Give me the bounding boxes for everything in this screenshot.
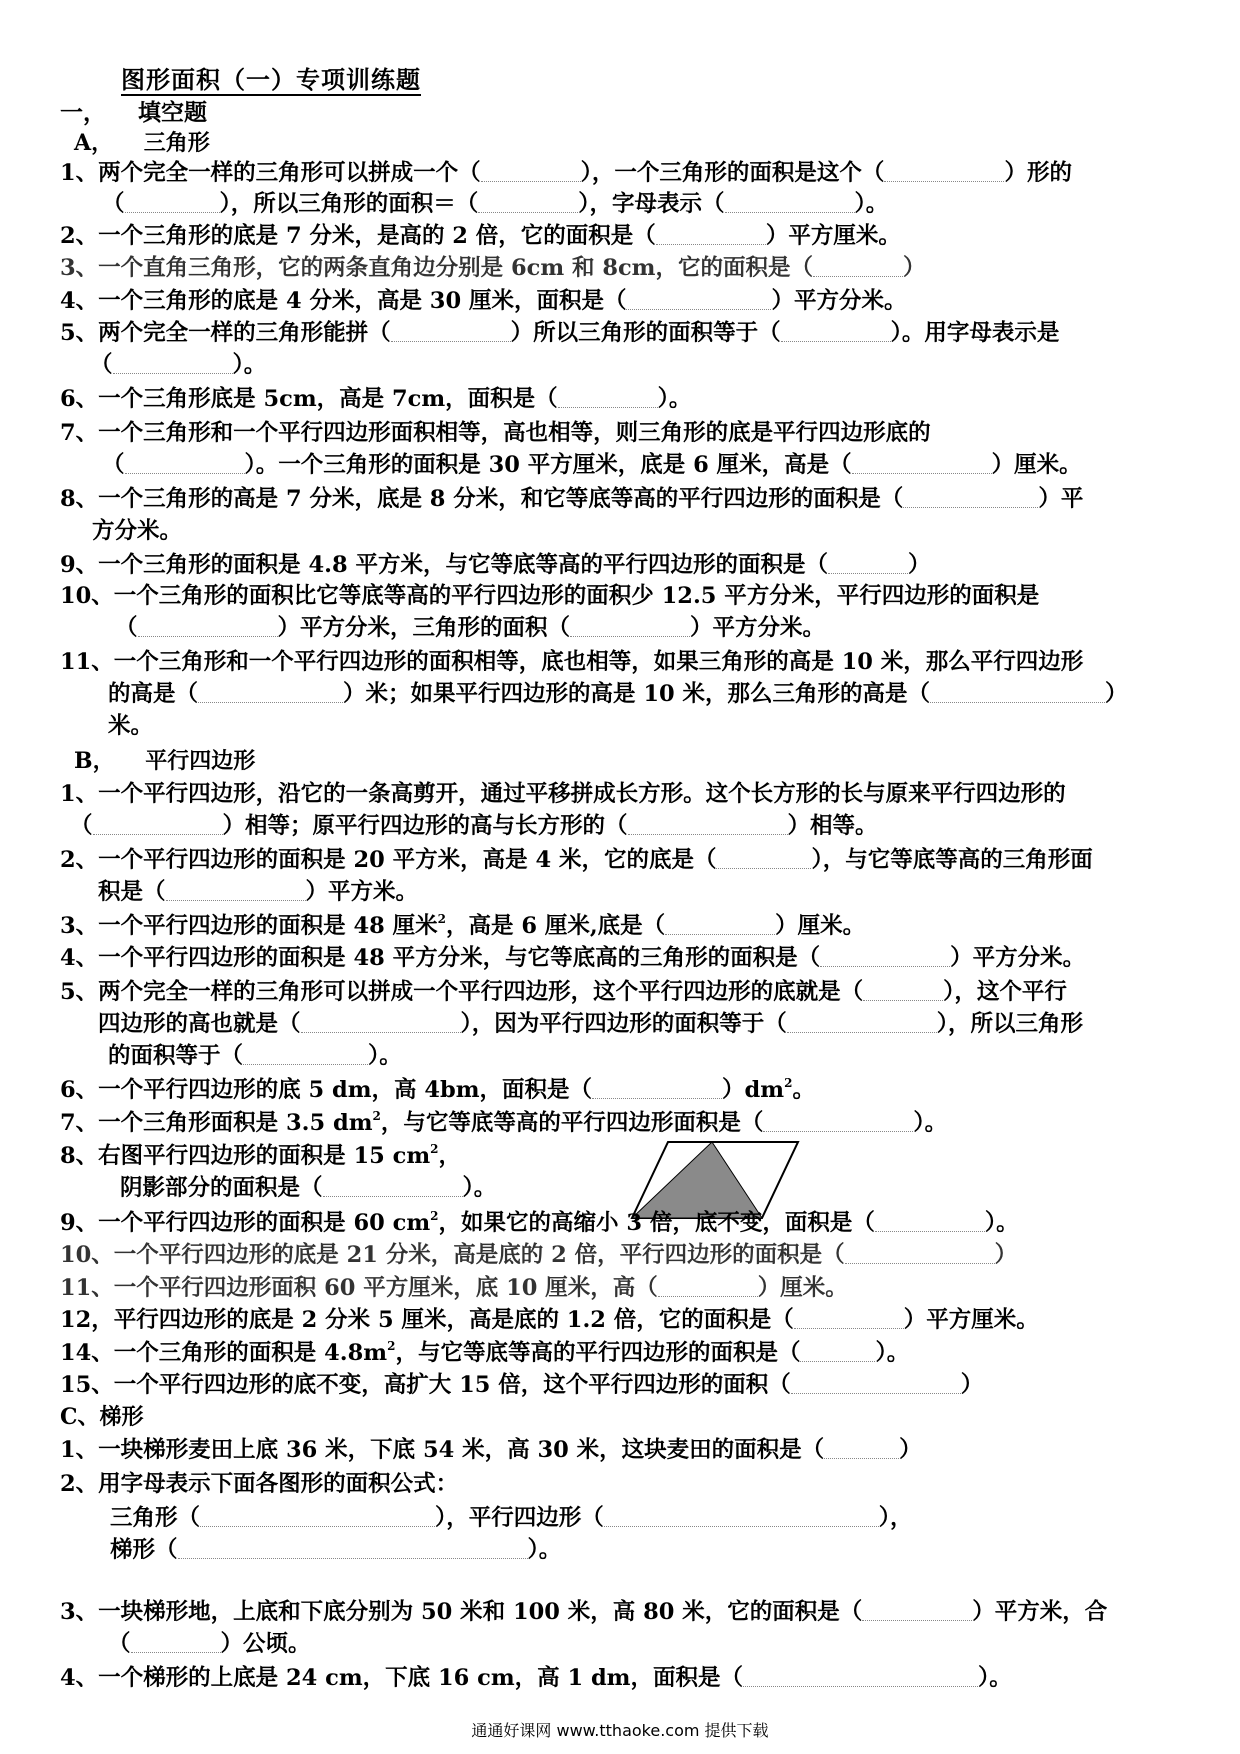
question-b10: 10、一个平行四边形的底是 21 分米，高是底的 2 倍，平行四边形的面积是（ ） — [60, 1242, 1018, 1268]
question-c4: 4、一个梯形的上底是 24 cm，下底 16 cm，高 1 dm，面积是（ ）。 — [60, 1665, 1012, 1691]
question-a11-cont: 的高是（ ）米；如果平行四边形的高是 10 米，那么三角形的高是（ ） — [108, 681, 1128, 707]
question-a11: 11、一个三角形和一个平行四边形的面积相等，底也相等，如果三角形的高是 10 米，那么平行四边形 — [60, 649, 1084, 675]
question-b12: 12，平行四边形的底是 2 分米 5 厘米，高是底的 1.2 倍，它的面积是（ ）平方厘米。 — [60, 1307, 1039, 1333]
question-a3: 3、一个直角三角形，它的两条直角边分别是 6cm 和 8cm，它的面积是（ ） — [60, 255, 926, 281]
question-a7: 7、一个三角形和一个平行四边形面积相等，高也相等，则三角形的底是平行四边形底的 — [60, 420, 931, 446]
question-c3: 3、一块梯形地，上底和下底分别为 50 米和 100 米，高 80 米，它的面积是（ ）平方米，合 — [60, 1599, 1108, 1625]
question-a1-cont: （ ），所以三角形的面积＝（ ），字母表示（ ）。 — [102, 191, 889, 217]
question-b11: 11、一个平行四边形面积 60 平方厘米，底 10 厘米，高（ ）厘米。 — [60, 1275, 848, 1301]
question-b5-cont: 四边形的高也就是（ ），因为平行四边形的面积等于（ ），所以三角形 — [98, 1011, 1084, 1037]
question-a11-cont2: 米。 — [108, 713, 154, 739]
page-title: 图形面积（一）专项训练题 — [121, 65, 421, 94]
question-a7-cont: （ ）。一个三角形的面积是 30 平方厘米，底是 6 厘米，高是（ ）厘米。 — [102, 452, 1082, 478]
question-b6: 6、一个平行四边形的底 5 dm，高 4bm，面积是（ ）$dm^2$。 — [60, 1076, 815, 1103]
footer-credit: 通通好课网 www.tthaoke.com 提供下载 — [471, 1721, 769, 1740]
question-c2-row1: 三角形（ ），平行四边形（ ）， — [110, 1505, 913, 1531]
question-a2: 2、一个三角形的底是 7 分米，是高的 2 倍，它的面积是（ ）平方厘米。 — [60, 223, 901, 249]
question-a4: 4、一个三角形的底是 4 分米，高是 30 厘米，面积是（ ）平方分米。 — [60, 288, 907, 314]
question-b5-cont2: 的面积等于（ ）。 — [108, 1043, 402, 1069]
question-b1: 1、一个平行四边形，沿它的一条高剪开，通过平移拼成长方形。这个长方形的长与原来平行四边形的 — [60, 781, 1066, 807]
question-b2-cont: 积是（ ）平方米。 — [98, 879, 419, 905]
question-b15: 15、一个平行四边形的底不变，高扩大 15 倍，这个平行四边形的面积（ ） — [60, 1372, 984, 1398]
question-b9: 9、一个平行四边形的面积是 60 $cm^2$，如果它的高缩小 3 倍，底不变，面积是（ ）。 — [60, 1209, 1019, 1236]
question-b3: 3、一个平行四边形的面积是 48 厘米$^2$，高是 6 厘米,底是（ ）厘米。 — [60, 912, 866, 939]
question-b1-cont: （ ）相等；原平行四边形的高与长方形的（ ）相等。 — [70, 813, 878, 839]
question-b4: 4、一个平行四边形的面积是 48 平方分米，与它等底高的三角形的面积是（ ）平方分米。 — [60, 945, 1086, 971]
section-fill-blank: 一， 填空题 — [60, 99, 208, 126]
question-a1: 1、两个完全一样的三角形可以拼成一个（ ），一个三角形的面积是这个（ ）形的 — [60, 160, 1072, 186]
question-c2: 2、用字母表示下面各图形的面积公式： — [60, 1471, 459, 1497]
question-b2: 2、一个平行四边形的面积是 20 平方米，高是 4 米，它的底是（ ），与它等底等高的三角形面 — [60, 847, 1093, 873]
question-a9: 9、一个三角形的面积是 4.8 平方米，与它等底等高的平行四边形的面积是（ ） — [60, 552, 931, 578]
question-b7: 7、一个三角形面积是 3.5 $dm^2$，与它等底等高的平行四边形面积是（ ）。 — [60, 1109, 948, 1136]
question-c2-row2: 梯形（ ）。 — [110, 1537, 562, 1563]
question-a5-cont: （ ）。 — [90, 352, 267, 378]
question-a8: 8、一个三角形的高是 7 分米，底是 8 分米，和它等底等高的平行四边形的面积是（ ）平 — [60, 486, 1084, 512]
question-a10-cont: （ ）平方分米，三角形的面积（ ）平方分米。 — [115, 615, 826, 641]
question-c3-cont: （ ）公顷。 — [108, 1631, 311, 1657]
question-c1: 1、一块梯形麦田上底 36 米，下底 54 米，高 30 米，这块麦田的面积是（ ） — [60, 1437, 922, 1463]
question-a8-cont: 方分米。 — [92, 518, 183, 544]
subsection-triangle: A， 三角形 — [74, 130, 210, 156]
question-a5: 5、两个完全一样的三角形能拼（ ）所以三角形的面积等于（ ）。用字母表示是 — [60, 320, 1060, 346]
question-a10: 10、一个三角形的面积比它等底等高的平行四边形的面积少 12.5 平方分米，平行四边形的面积是 — [60, 583, 1040, 609]
question-b8: 8、右图平行四边形的面积是 15 $cm^2$， — [60, 1142, 462, 1169]
question-b8-cont: 阴影部分的面积是（ ）。 — [120, 1175, 497, 1201]
subsection-parallelogram: B， 平行四边形 — [74, 748, 256, 774]
question-b14: 14、一个三角形的面积是 $4.8m^2$，与它等底等高的平行四边形的面积是（ ）。 — [60, 1339, 910, 1366]
question-b5: 5、两个完全一样的三角形可以拼成一个平行四边形，这个平行四边形的底就是（ ），这个平行 — [60, 979, 1067, 1005]
question-a6: 6、一个三角形底是 5cm，高是 7cm，面积是（ ）。 — [60, 386, 692, 412]
subsection-trapezoid: C、梯形 — [60, 1404, 144, 1430]
